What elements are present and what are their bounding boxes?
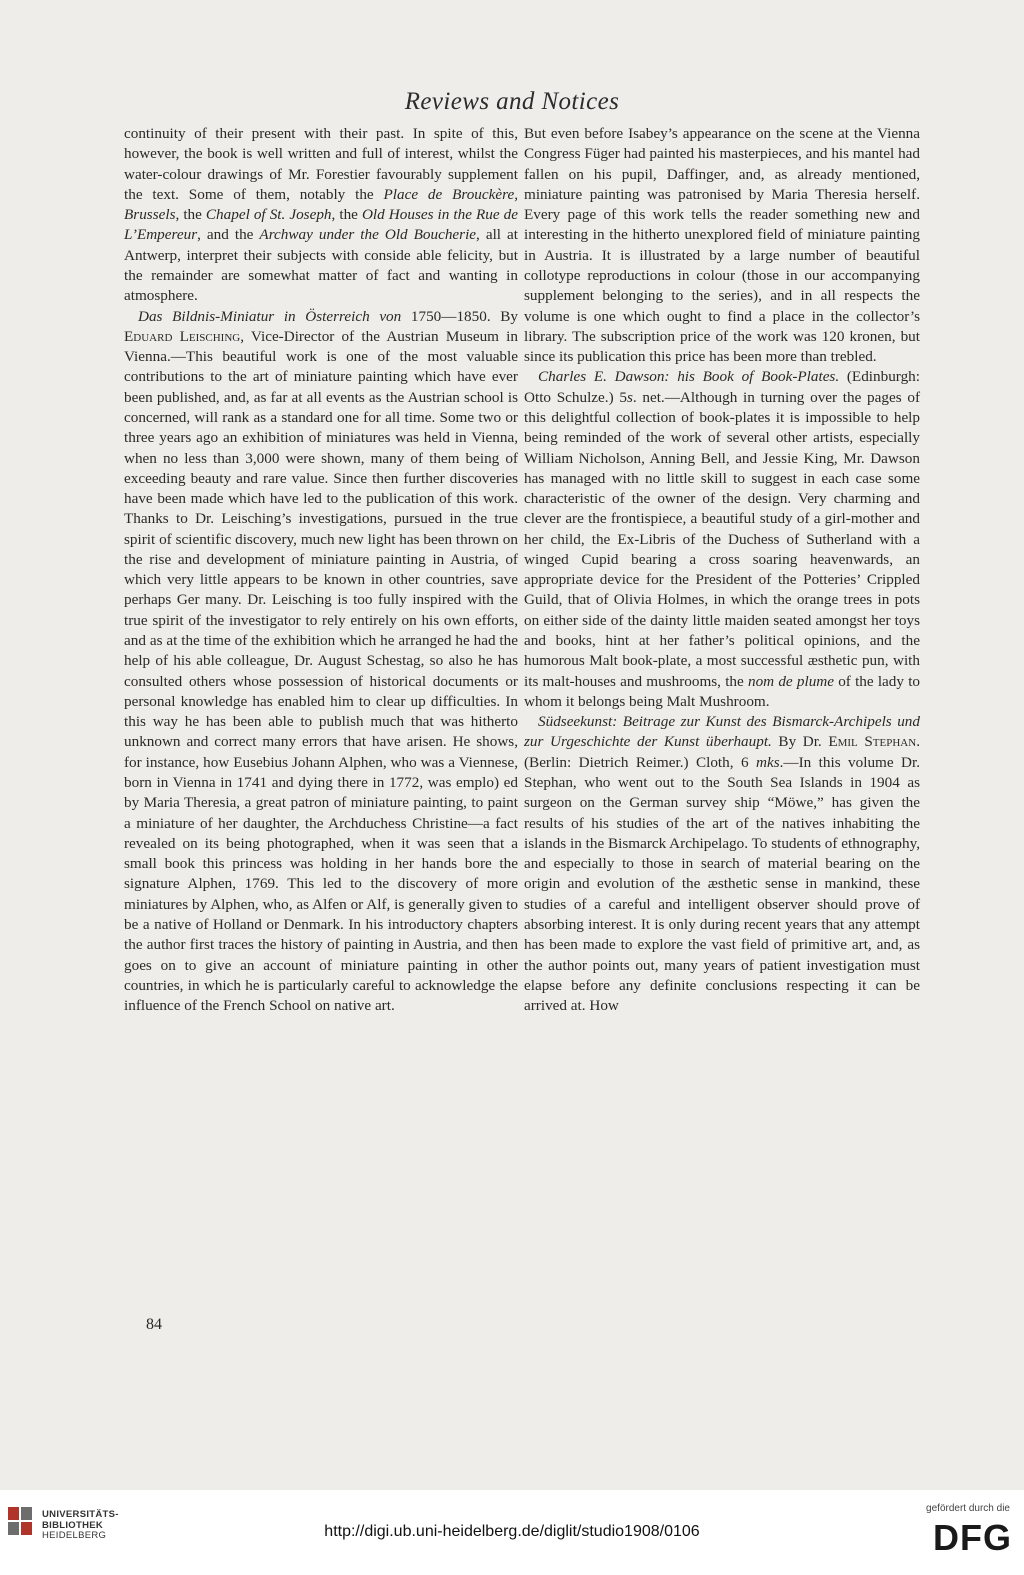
review-body: . net.—Although in turning over the pages of this delightful collection of book-plates it is impossible to help being reminded of the work of several other artists, especially William Nicholson, Anning Bell, and Jessie King, Mr. Dawson has managed with no little skill to suggest in each case some characteristic of the owner of the design. Very charming and clever are the frontispiece, a beautiful study of a girl-mother and her child, the Ex-Libris of the Duchess of Sutherland with a winged Cupid bearing a cross soaring heavenwards, an appropriate device for the President of the Potteries’ Crippled Guild, that of Olivia Holmes, in which the orange trees in pots on either side of the dainty little maiden seated amongst her toys and books, hint at her father’s political opinions, and the humorous Malt book-plate, a most successful æsthetic pun, with its malt-houses and mushrooms, the [524, 388, 921, 690]
paragraph-bildnis-miniatur-review [124, 307, 518, 1017]
artwork-title: Chapel of St. Joseph [205, 206, 332, 224]
digitization-footer [0, 1490, 1024, 1575]
book-title: Das Bildnis-Miniatur in Österreich von [138, 307, 402, 325]
funder-caption: gefördert durch die [926, 1503, 1010, 1514]
paragraph-dawson-review [524, 367, 920, 712]
price-unit: s [626, 388, 633, 406]
left-column [124, 124, 518, 1016]
publisher-info: (Edinburgh: Otto Schulze.) 5 [524, 368, 920, 406]
text-run: of the lady to whom it belongs being Malt Mushroom. [524, 672, 921, 710]
library-name-line: BIBLIOTHEK [42, 1519, 104, 1531]
artwork-title: Archway under the Old Boucherie [259, 226, 477, 244]
review-body: .—In this volume Dr. Stephan, who went out to the South Sea Islands in 1904 as surgeon on the German survey ship “Möwe,” has given the results of his studies of the art of the natives inhabiting the islands in the Bismarck Archipelago. To students of ethnography, and especially to those in search of material bearing on the origin and evolution of the æsthetic sense in mankind, these studies of a careful and intelligent observer should prove of absorbing interest. It is only during recent years that any attempt has been made to explore the vast field of primitive art, and, as the author points out, many years of patient investigation must elapse before any definite conclusions respecting it can be arrived at. How [524, 753, 920, 1015]
right-column [524, 124, 920, 1016]
dfg-logo-icon: DFG [933, 1517, 1012, 1558]
artwork-title: Old Houses in the Rue de L’Empereur [124, 206, 518, 244]
author-name: Emil Stephan [828, 733, 917, 751]
paragraph-suedseekunst-review [524, 712, 920, 1016]
permalink-url[interactable]: http://digi.ub.uni-heidelberg.de/diglit/studio1908/0106 [324, 1523, 700, 1540]
foreign-phrase: nom de plume [747, 672, 834, 690]
text-run: , the [175, 206, 206, 224]
author-name: Eduard Leisching [124, 327, 241, 345]
running-title: Reviews and Notices [404, 88, 620, 115]
paragraph-bildnis-miniatur-continued: But even before Isabey’s appearance on the scene at the Vienna Congress Füger had painted his masterpieces, and his mantel had fallen on his pupil, Daffinger, and, as already mentioned, miniature painting was patronised by Maria Theresia herself. Every page of this work tells the reader something new and interesting in the hitherto unexplored field of miniature painting in Austria. It is illustrated by a large number of beautiful collotype reproductions in colour (those in our accompanying supplement belonging to the series), and in all respects the volume is one which ought to find a place in the collector’s library. The subscription price of the work was 120 kronen, but since its publication this price has been more than trebled. [524, 125, 920, 366]
book-title: Südseekunst: Beitrage zur Kunst des Bismarck-Archipels und zur Urgeschichte der Kunst überhaupt. [524, 713, 920, 751]
library-name-line: UNIVERSITÄTS- [42, 1509, 119, 1520]
text-run: 1750—1850. By [401, 307, 518, 325]
text-run: By Dr. [771, 733, 829, 751]
text-run: continuity of their present with their past. In spite of this, however, the book is well written and full of interest, whilst the water-colour drawings of Mr. Forestier favourably supplement the text. Some of them, notably the [124, 125, 518, 203]
price-unit: mks [755, 753, 780, 771]
review-body: , Vice-Director of the Austrian Museum in Vienna.—This beautiful work is one of the most valuable contributions to the art of miniature painting which have ever been published, and, as far at all events as the Austrian school is concerned, will rank as a standard one for all time. Some two or three years ago an exhibition of miniatures was held in Vienna, when no less than 3,000 were shown, many of them being of exceeding beauty and rare value. Since then further discoveries have been made which have led to the publication of this work. Thanks to Dr. Leisching’s investigations, pursued in the true spirit of scientific discovery, much new light has been thrown on the rise and development of miniature painting in Austria, of which very little appears to be known in other countries, save perhaps Ger many. Dr. Leisching is too fully inspired with the true spirit of the investigator to rely entirely on his own efforts, and as at the time of the exhibition which he arranged he had the help of his able colleague, Dr. August Schestag, so also he has consulted others whose possession of historical documents or personal knowledge has enabled him to clear up difficulties. In this way he has been able to publish much that was hitherto unknown and correct many errors that have arisen. He shows, for instance, how Eusebius Johann Alphen, who was a Viennese, born in Vienna in 1741 and dying there in 1772, was emplo) ed by Maria Theresia, a great patron of miniature painting, to paint a miniature of her daughter, the Archduchess Christine—a fact revealed on its being photographed, when it was seen that a small book this princess was holding in her hands bore the signature Alphen, 1769. This led to the discovery of more miniatures by Alphen, who, as Alfen or Alf, is generally given to be a native of Holland or Denmark. In his introductory chapters the author first traces the history of painting in Austria, and then goes on to give an account of miniature painting in other countries, in which he is particularly careful to acknowledge the influence of the French School on native art. [124, 327, 518, 1015]
artwork-title: Place de Brouckère, Brussels [124, 185, 518, 224]
publisher-info: . (Berlin: Dietrich Reimer.) Cloth, 6 [524, 733, 920, 771]
text-run: , and the [197, 226, 260, 244]
text-run: , the [331, 206, 362, 224]
paragraph-forestier-review [124, 124, 518, 307]
book-title: Charles E. Dawson: his Book of Book-Plates. [538, 368, 840, 386]
library-name-line: HEIDELBERG [42, 1530, 107, 1541]
page-number: 84 [146, 1316, 162, 1333]
text-run: , all at Antwerp, interpret their subjects with conside able felicity, but the remainder are somewhat matter of fact and wanting in atmosphere. [124, 226, 518, 305]
